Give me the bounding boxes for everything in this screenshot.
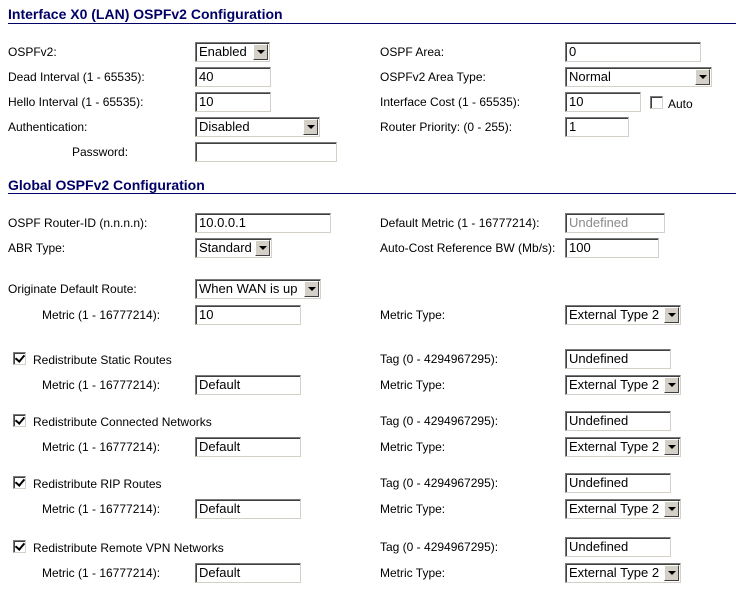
redistribute-static-metric-label: Metric (1 - 16777214): [42,378,161,392]
redistribute-static-tag-input[interactable]: Undefined [565,349,671,369]
originate-default-route-select[interactable] [195,279,321,299]
chevron-down-icon [664,565,679,581]
redistribute-static-metric-type-select[interactable] [565,375,681,395]
redistribute-connected-tag-input[interactable]: Undefined [565,411,671,431]
metric-type-value: External Type 2 [569,565,660,580]
redistribute-vpn-metric-type-label: Metric Type: [380,566,446,580]
chevron-down-icon [664,501,679,517]
area-type-select[interactable] [565,67,712,87]
chevron-down-icon [695,69,710,85]
dead-interval-input[interactable]: 40 [195,67,271,87]
chevron-down-icon [664,377,679,393]
chevron-down-icon [664,307,679,323]
router-priority-label: Router Priority: (0 - 255): [380,120,513,134]
redistribute-connected-label: Redistribute Connected Networks [33,415,212,429]
auto-checkbox[interactable] [650,96,663,109]
ospfv2-select[interactable] [195,42,270,62]
redistribute-connected-metric-input[interactable]: Default [195,437,301,457]
chevron-down-icon [253,44,268,60]
redistribute-rip-metric-label: Metric (1 - 16777214): [42,502,161,516]
ospfv2-label: OSPFv2: [8,45,57,59]
authentication-select-value: Disabled [199,119,250,134]
redistribute-vpn-label: Redistribute Remote VPN Networks [33,541,224,555]
redistribute-rip-metric-type-label: Metric Type: [380,502,446,516]
redistribute-vpn-metric-label: Metric (1 - 16777214): [42,566,161,580]
auto-cost-label: Auto-Cost Reference BW (Mb/s): [380,241,556,255]
interface-section-title: Interface X0 (LAN) OSPFv2 Configuration [8,6,283,22]
chevron-down-icon [303,119,318,135]
originate-default-route-label: Originate Default Route: [8,282,137,296]
metric-type-value: External Type 2 [569,501,660,516]
abr-type-label: ABR Type: [8,241,66,255]
section-divider [8,193,736,194]
auto-cost-input[interactable]: 100 [565,238,659,258]
hello-interval-input[interactable]: 10 [195,92,271,112]
originate-default-route-value: When WAN is up [199,281,298,296]
hello-interval-label: Hello Interval (1 - 65535): [8,95,144,109]
interface-cost-input[interactable]: 10 [565,92,641,112]
redistribute-vpn-metric-type-select[interactable] [565,563,681,583]
originate-metric-type-value: External Type 2 [569,307,660,322]
redistribute-vpn-metric-input[interactable]: Default [195,563,301,583]
interface-cost-label: Interface Cost (1 - 65535): [380,95,521,109]
area-type-select-value: Normal [569,69,611,84]
redistribute-rip-tag-input[interactable]: Undefined [565,473,671,493]
redistribute-vpn-tag-label: Tag (0 - 4294967295): [380,540,499,554]
originate-metric-label: Metric (1 - 16777214): [42,308,161,322]
ospf-area-label: OSPF Area: [380,45,445,59]
area-type-label: OSPFv2 Area Type: [380,70,486,84]
originate-metric-input[interactable]: 10 [195,305,301,325]
redistribute-static-metric-type-label: Metric Type: [380,378,446,392]
authentication-label: Authentication: [8,120,88,134]
password-input[interactable] [195,142,337,162]
router-priority-input[interactable]: 1 [565,117,629,137]
chevron-down-icon [304,281,319,297]
originate-metric-type-label: Metric Type: [380,308,446,322]
default-metric-label: Default Metric (1 - 16777214): [380,216,540,230]
redistribute-connected-checkbox[interactable] [13,414,26,427]
redistribute-connected-metric-label: Metric (1 - 16777214): [42,440,161,454]
redistribute-connected-metric-type-select[interactable] [565,437,681,457]
password-label: Password: [72,145,129,159]
redistribute-vpn-checkbox[interactable] [13,540,26,553]
redistribute-rip-label: Redistribute RIP Routes [33,477,162,491]
authentication-select[interactable] [195,117,320,137]
abr-type-select-value: Standard [199,240,252,255]
auto-label: Auto [668,97,693,111]
redistribute-static-label: Redistribute Static Routes [33,353,172,367]
redistribute-connected-metric-type-label: Metric Type: [380,440,446,454]
ospfv2-select-value: Enabled [199,44,247,59]
redistribute-static-tag-label: Tag (0 - 4294967295): [380,352,499,366]
dead-interval-label: Dead Interval (1 - 65535): [8,70,145,84]
redistribute-rip-metric-input[interactable]: Default [195,499,301,519]
global-section-title: Global OSPFv2 Configuration [8,177,205,193]
chevron-down-icon [255,240,270,256]
redistribute-connected-tag-label: Tag (0 - 4294967295): [380,414,499,428]
originate-metric-type-select[interactable] [565,305,681,325]
abr-type-select[interactable] [195,238,272,258]
redistribute-rip-metric-type-select[interactable] [565,499,681,519]
redistribute-static-checkbox[interactable] [13,352,26,365]
redistribute-rip-checkbox[interactable] [13,476,26,489]
router-id-input[interactable]: 10.0.0.1 [195,213,331,233]
chevron-down-icon [664,439,679,455]
redistribute-vpn-tag-input[interactable]: Undefined [565,537,671,557]
section-divider [8,23,736,24]
metric-type-value: External Type 2 [569,439,660,454]
redistribute-rip-tag-label: Tag (0 - 4294967295): [380,476,499,490]
router-id-label: OSPF Router-ID (n.n.n.n): [8,216,148,230]
default-metric-input[interactable]: Undefined [565,213,665,233]
metric-type-value: External Type 2 [569,377,660,392]
redistribute-static-metric-input[interactable]: Default [195,375,301,395]
ospf-area-input[interactable]: 0 [565,42,701,62]
